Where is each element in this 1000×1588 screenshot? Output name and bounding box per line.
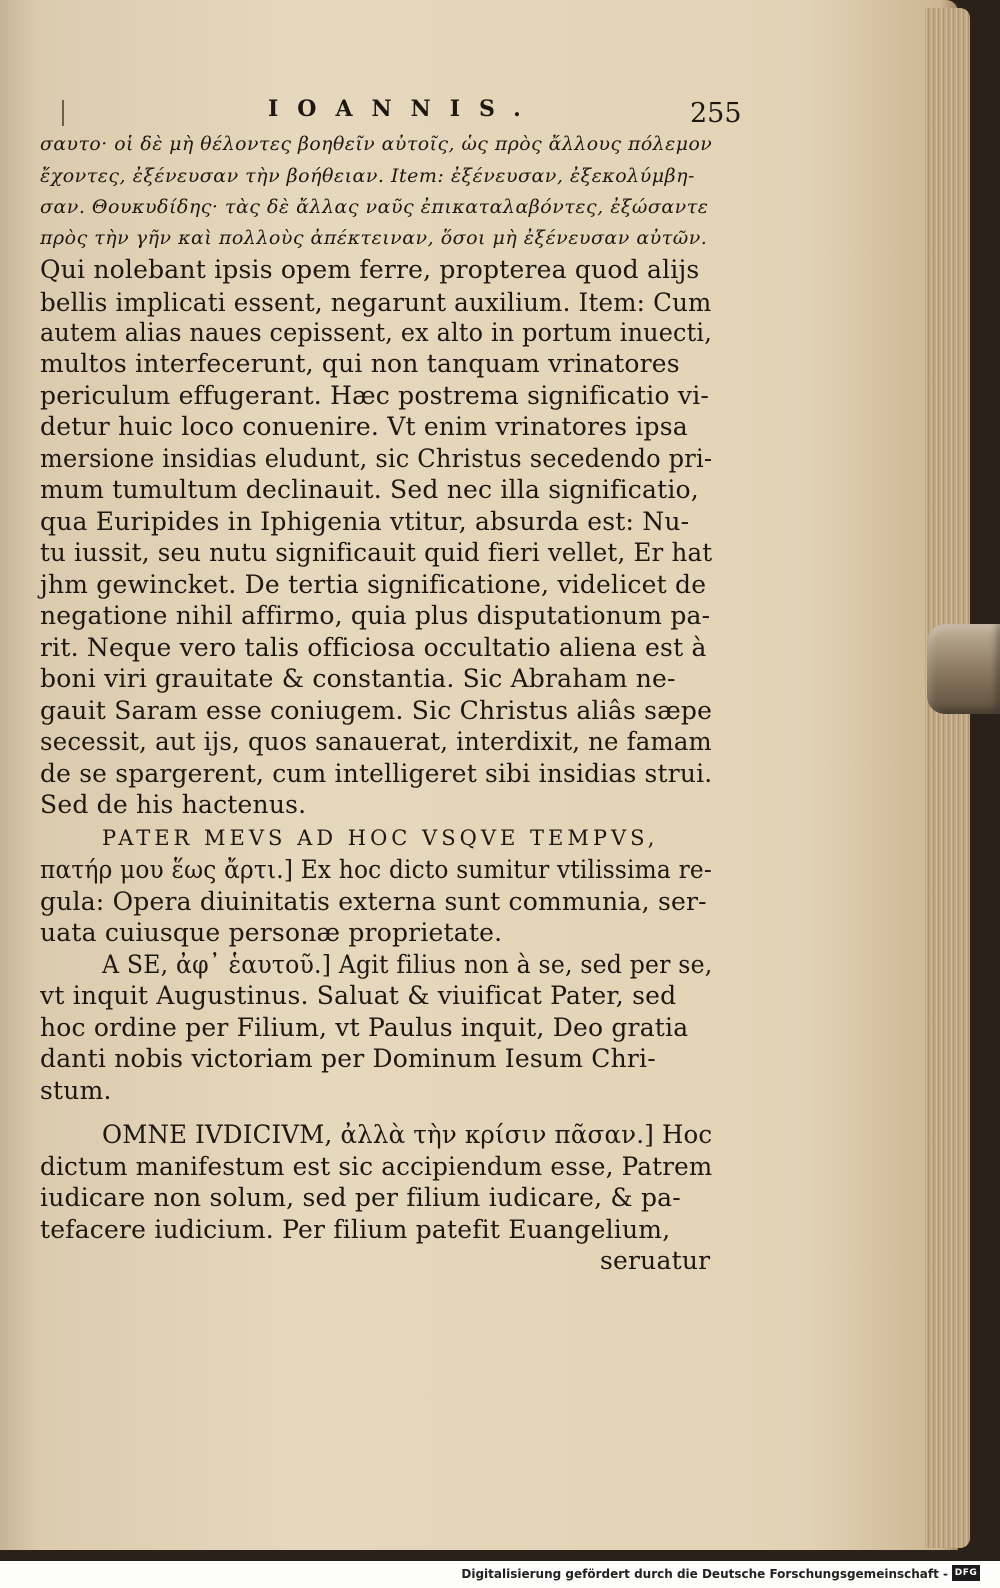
text-line: gauit Saram esse coniugem. Sic Christus aliâs sæpe [40, 696, 713, 725]
text-line: stum. [40, 1076, 112, 1105]
text-line: tu iussit, seu nutu significauit quid fieri vellet, Er hat [40, 538, 713, 567]
text-line: mersione insidias eludunt, sic Christus secedendo pri- [40, 444, 713, 473]
text-line: autem alias naues cepissent, ex alto in portum inuecti, [40, 318, 713, 347]
text-line: rit. Neque vero talis officiosa occultatio aliena est à [40, 633, 707, 662]
footer-credit: Digitalisierung gefördert durch die Deutsche Forschungsgemeinschaft - [461, 1567, 948, 1581]
text-line: secessit, aut ijs, quos sanauerat, interdixit, ne famam [40, 727, 712, 756]
page-edges [925, 8, 970, 1548]
text-line: gula: Opera diuinitatis externa sunt communia, ser- [40, 887, 707, 916]
text-line: vt inquit Augustinus. Saluat & viuificat Pater, sed [40, 981, 677, 1010]
text-line: ἔχοντες, ἐξένευσαν τὴν βοήθειαν. Item: ἐξένευσαν, ἐξεκολύμβη- [40, 165, 695, 187]
text-line: qua Euripides in Iphigenia vtitur, absurda est: Nu- [40, 507, 690, 536]
text-line: detur huic loco conuenire. Vt enim vrinatores ipsa [40, 412, 688, 441]
page-number: 255 [690, 98, 742, 129]
text-line: Sed de his hactenus. [40, 790, 307, 819]
margin-mark [62, 100, 64, 126]
text-line: jhm gewincket. De tertia significatione, videlicet de [40, 570, 707, 599]
text-line: boni viri grauitate & constantia. Sic Abraham ne- [40, 664, 676, 693]
text-line: A SE, ἀφ᾽ ἑαυτοῦ.] Agit filius non à se, sed per se, [102, 950, 713, 979]
text-line: dictum manifestum est sic accipiendum esse, Patrem [40, 1152, 713, 1181]
text-line: multos interfecerunt, qui non tanquam vrinatores [40, 349, 680, 378]
text-line: πατήρ μου ἕως ἄρτι.] Ex hoc dicto sumitur vtilissima re- [40, 855, 712, 884]
text-line: uata cuiusque personæ proprietate. [40, 918, 503, 947]
running-head: IOANNIS. [268, 96, 540, 122]
book-clasp [927, 624, 1000, 714]
text-line: πρὸς τὴν γῆν καὶ πολλοὺς ἀπέκτειναν, ὅσοι μὴ ἐξένευσαν αὐτῶν. [40, 227, 708, 249]
text-line: hoc ordine per Filium, vt Paulus inquit, Deo gratia [40, 1013, 689, 1042]
text-line: tefacere iudicium. Per filium patefit Euangelium, [40, 1215, 671, 1244]
dfg-logo: DFG [952, 1565, 980, 1581]
text-line: bellis implicati essent, negarunt auxilium. Item: Cum [40, 288, 712, 317]
text-line: negatione nihil affirmo, quia plus disputationum pa- [40, 601, 711, 630]
text-line: σαν. Θουκυδίδης· τὰς δὲ ἄλλας ναῦς ἐπικαταλαβόντες, ἐξώσαντε [40, 196, 709, 218]
text-line: danti nobis victoriam per Dominum Iesum Chri- [40, 1044, 656, 1073]
catchword: seruatur [600, 1246, 711, 1275]
text-line: iudicare non solum, sed per filium iudicare, & pa- [40, 1183, 681, 1212]
text-line: OMNE IVDICIVM, ἀλλὰ τὴν κρίσιν πᾶσαν.] Hoc [102, 1120, 713, 1149]
text-line: Qui nolebant ipsis opem ferre, propterea quod alijs [40, 255, 700, 284]
text-line: PATER MEVS AD HOC VSQVE TEMPVS, [102, 826, 659, 850]
text-line: periculum effugerant. Hæc postrema significatio vi- [40, 381, 710, 410]
text-line: de se spargerent, cum intelligeret sibi insidias strui. [40, 759, 713, 788]
text-line: mum tumultum declinauit. Sed nec illa significatio, [40, 475, 699, 504]
text-line: σαυτο· οἱ δὲ μὴ θέλοντες βοηθεῖν αὐτοῖς, ὡς πρὸς ἄλλους πόλεμον [40, 133, 713, 155]
